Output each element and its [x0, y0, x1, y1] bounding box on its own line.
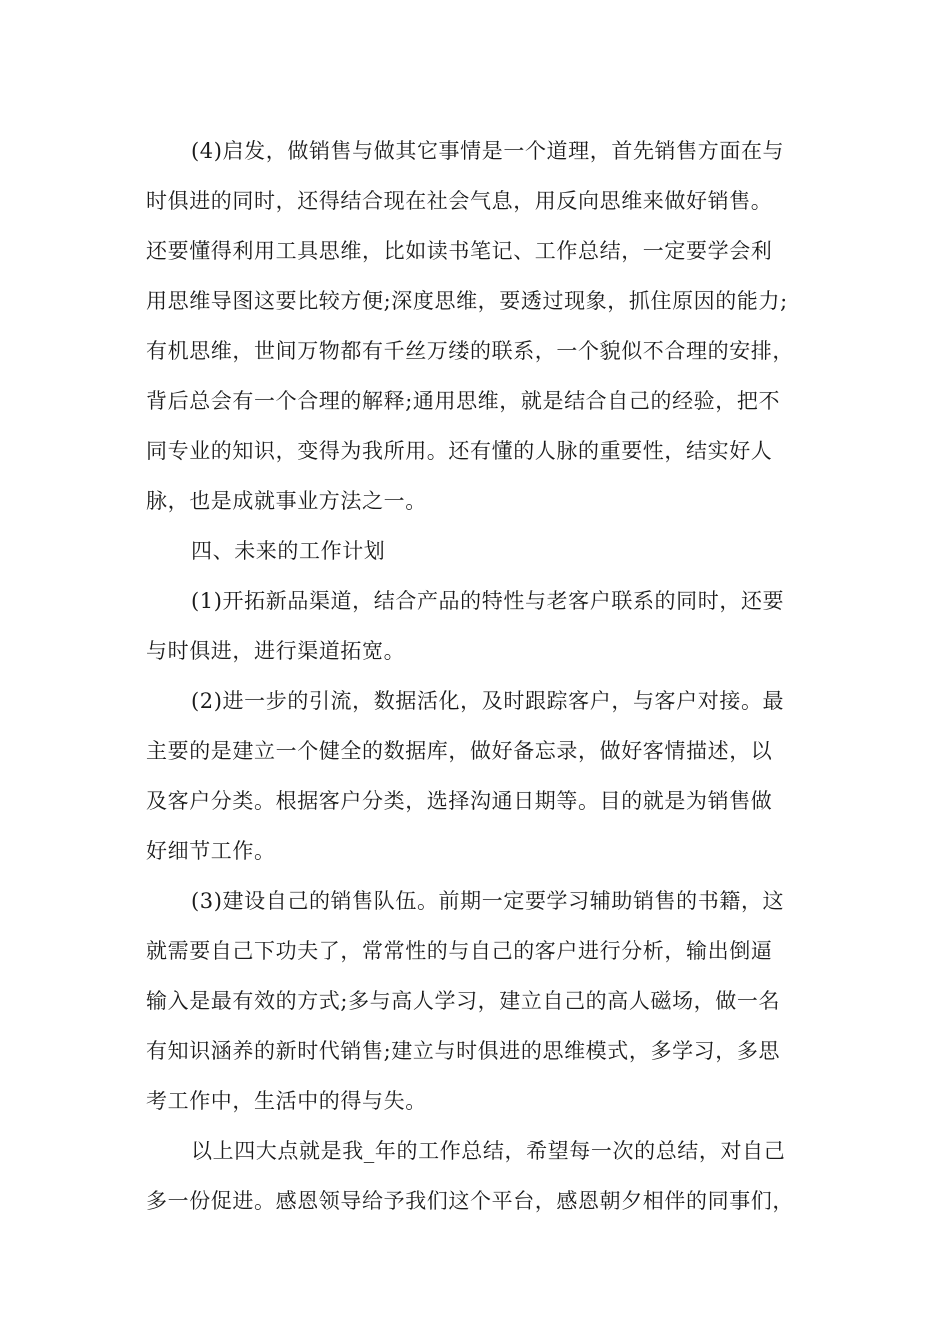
plan-1-line-2: 与时俱进，进行渠道拓宽。 [146, 639, 406, 663]
plan-2-line-1: (2)进一步的引流，数据活化，及时跟踪客户，与客户对接。最 [191, 689, 785, 713]
plan-2-line-2: 主要的是建立一个健全的数据库，做好备忘录，做好客情描述，以 [146, 739, 773, 763]
paragraph-4-line-5: 有机思维，世间万物都有千丝万缕的联系，一个貌似不合理的安排， [146, 339, 794, 363]
paragraph-4-line-7: 同专业的知识，变得为我所用。还有懂的人脉的重要性，结实好人 [146, 439, 773, 463]
section-heading: 四、未来的工作计划 [191, 539, 386, 563]
plan-3-line-5: 考工作中，生活中的得与失。 [146, 1089, 427, 1113]
plan-1-line-1: (1)开拓新品渠道，结合产品的特性与老客户联系的同时，还要 [191, 589, 785, 613]
paragraph-4-line-6: 背后总会有一个合理的解释;通用思维，就是结合自己的经验，把不 [146, 389, 781, 413]
paragraph-4-line-8: 脉，也是成就事业方法之一。 [146, 489, 427, 513]
plan-2-line-3: 及客户分类。根据客户分类，选择沟通日期等。目的就是为销售做 [146, 789, 773, 813]
paragraph-4-line-3: 还要懂得利用工具思维，比如读书笔记、工作总结，一定要学会利 [146, 239, 773, 263]
conclusion-line-1: 以上四大点就是我_年的工作总结，希望每一次的总结，对自己 [191, 1139, 786, 1163]
plan-3-line-4: 有知识涵养的新时代销售;建立与时俱进的思维模式，多学习，多思 [146, 1039, 781, 1063]
plan-3-line-1: (3)建设自己的销售队伍。前期一定要学习辅助销售的书籍，这 [191, 889, 785, 913]
plan-3-line-2: 就需要自己下功夫了，常常性的与自己的客户进行分析，输出倒逼 [146, 939, 773, 963]
paragraph-4-line-4: 用思维导图这要比较方便;深度思维，要透过现象，抓住原因的能力; [146, 289, 788, 313]
plan-2-line-4: 好细节工作。 [146, 839, 276, 863]
paragraph-4-line-2: 时俱进的同时，还得结合现在社会气息，用反向思维来做好销售。 [146, 189, 773, 213]
conclusion-line-2: 多一份促进。感恩领导给予我们这个平台，感恩朝夕相伴的同事们， [146, 1189, 794, 1213]
plan-3-line-3: 输入是最有效的方式;多与高人学习，建立自己的高人磁场，做一名 [146, 989, 781, 1013]
paragraph-4-line-1: (4)启发，做销售与做其它事情是一个道理，首先销售方面在与 [191, 139, 785, 163]
